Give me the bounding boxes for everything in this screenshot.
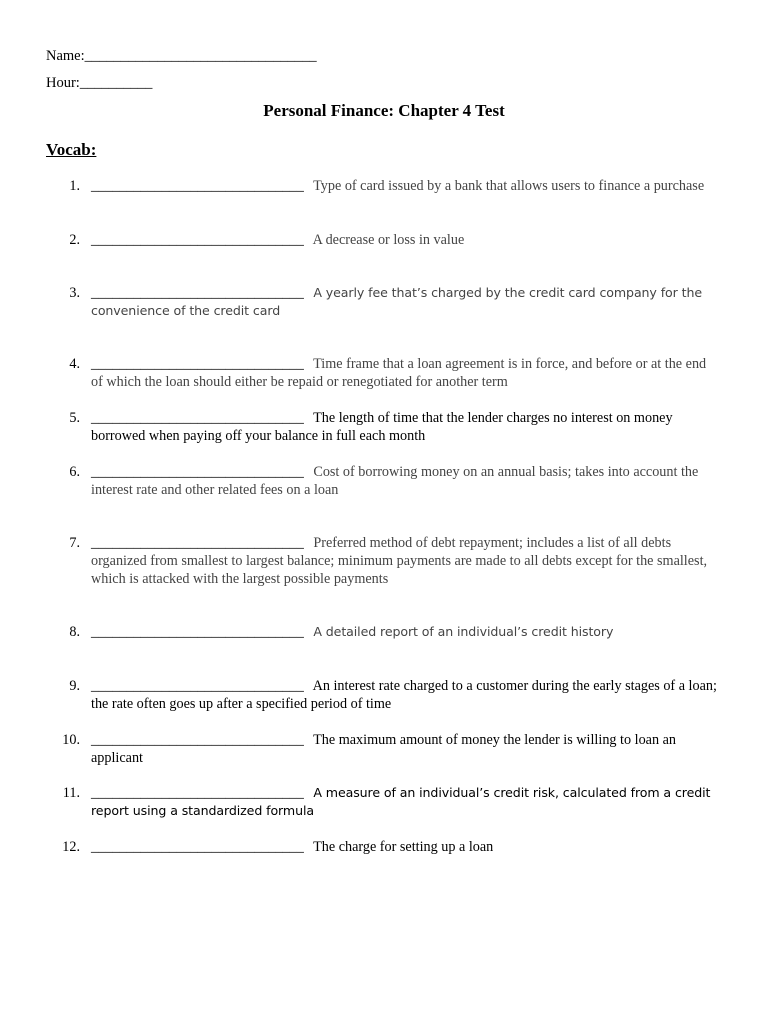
item-number: 12. xyxy=(62,839,80,855)
answer-blank: ______________________________ xyxy=(91,464,304,480)
name-blank: ________________________________ xyxy=(84,48,317,64)
item-number: 11. xyxy=(62,785,80,801)
item-number: 9. xyxy=(69,678,80,694)
answer-blank: ______________________________ xyxy=(91,624,304,640)
item-number: 8. xyxy=(69,624,80,640)
definition: Time frame that a loan agreement is in force, and before or at the end of which the loan should either be repaid or renegotiated for another term xyxy=(91,356,707,390)
answer-blank: ______________________________ xyxy=(91,678,304,694)
item-number: 4. xyxy=(69,356,80,372)
definition: Cost of borrowing money on an annual basis; takes into account the interest rate and other related fees on a loan xyxy=(91,464,699,498)
definition: An interest rate charged to a customer during the early stages of a loan; the rate often goes up after a specified period of time xyxy=(91,678,717,712)
name-field xyxy=(46,47,317,65)
definition: Preferred method of debt repayment; includes a list of all debts organized from smallest to largest balance; minimum payments are made to all debts except for the smallest, which is attacked with the largest possible payments xyxy=(91,535,708,587)
definition: A yearly fee that’s charged by the credit card company for the convenience of the credit card xyxy=(91,285,702,318)
item-number: 7. xyxy=(69,535,80,551)
definition: A decrease or loss in value xyxy=(312,232,465,248)
answer-blank: ______________________________ xyxy=(91,178,304,194)
answer-blank: ______________________________ xyxy=(91,410,304,426)
hour-label: Hour: xyxy=(46,75,80,91)
item-number: 6. xyxy=(69,464,80,480)
definition: The maximum amount of money the lender is willing to loan an applicant xyxy=(91,732,676,766)
definition: A measure of an individual’s credit risk, calculated from a credit report using a standardized formula xyxy=(91,785,711,818)
answer-blank: ______________________________ xyxy=(91,356,304,372)
hour-blank: __________ xyxy=(79,75,153,91)
answer-blank: ______________________________ xyxy=(91,285,304,301)
answer-blank: ______________________________ xyxy=(91,232,304,248)
hour-field xyxy=(46,74,152,92)
answer-blank: ______________________________ xyxy=(91,535,304,551)
answer-blank: ______________________________ xyxy=(91,785,304,801)
item-number: 2. xyxy=(69,232,80,248)
item-number: 1. xyxy=(69,178,80,194)
answer-blank: ______________________________ xyxy=(91,839,304,855)
item-number: 3. xyxy=(69,285,80,301)
item-number: 10. xyxy=(62,732,80,748)
answer-blank: ______________________________ xyxy=(91,732,304,748)
definition: A detailed report of an individual’s credit history xyxy=(313,624,614,639)
definition: The length of time that the lender charges no interest on money borrowed when paying off your balance in full each month xyxy=(91,410,673,444)
item-number: 5. xyxy=(69,410,80,426)
definition: Type of card issued by a bank that allows users to finance a purchase xyxy=(313,178,705,194)
section-heading-vocab: Vocab: xyxy=(46,140,97,159)
page-title: Personal Finance: Chapter 4 Test xyxy=(263,101,505,120)
name-label: Name: xyxy=(46,48,85,64)
definition: The charge for setting up a loan xyxy=(313,839,494,855)
